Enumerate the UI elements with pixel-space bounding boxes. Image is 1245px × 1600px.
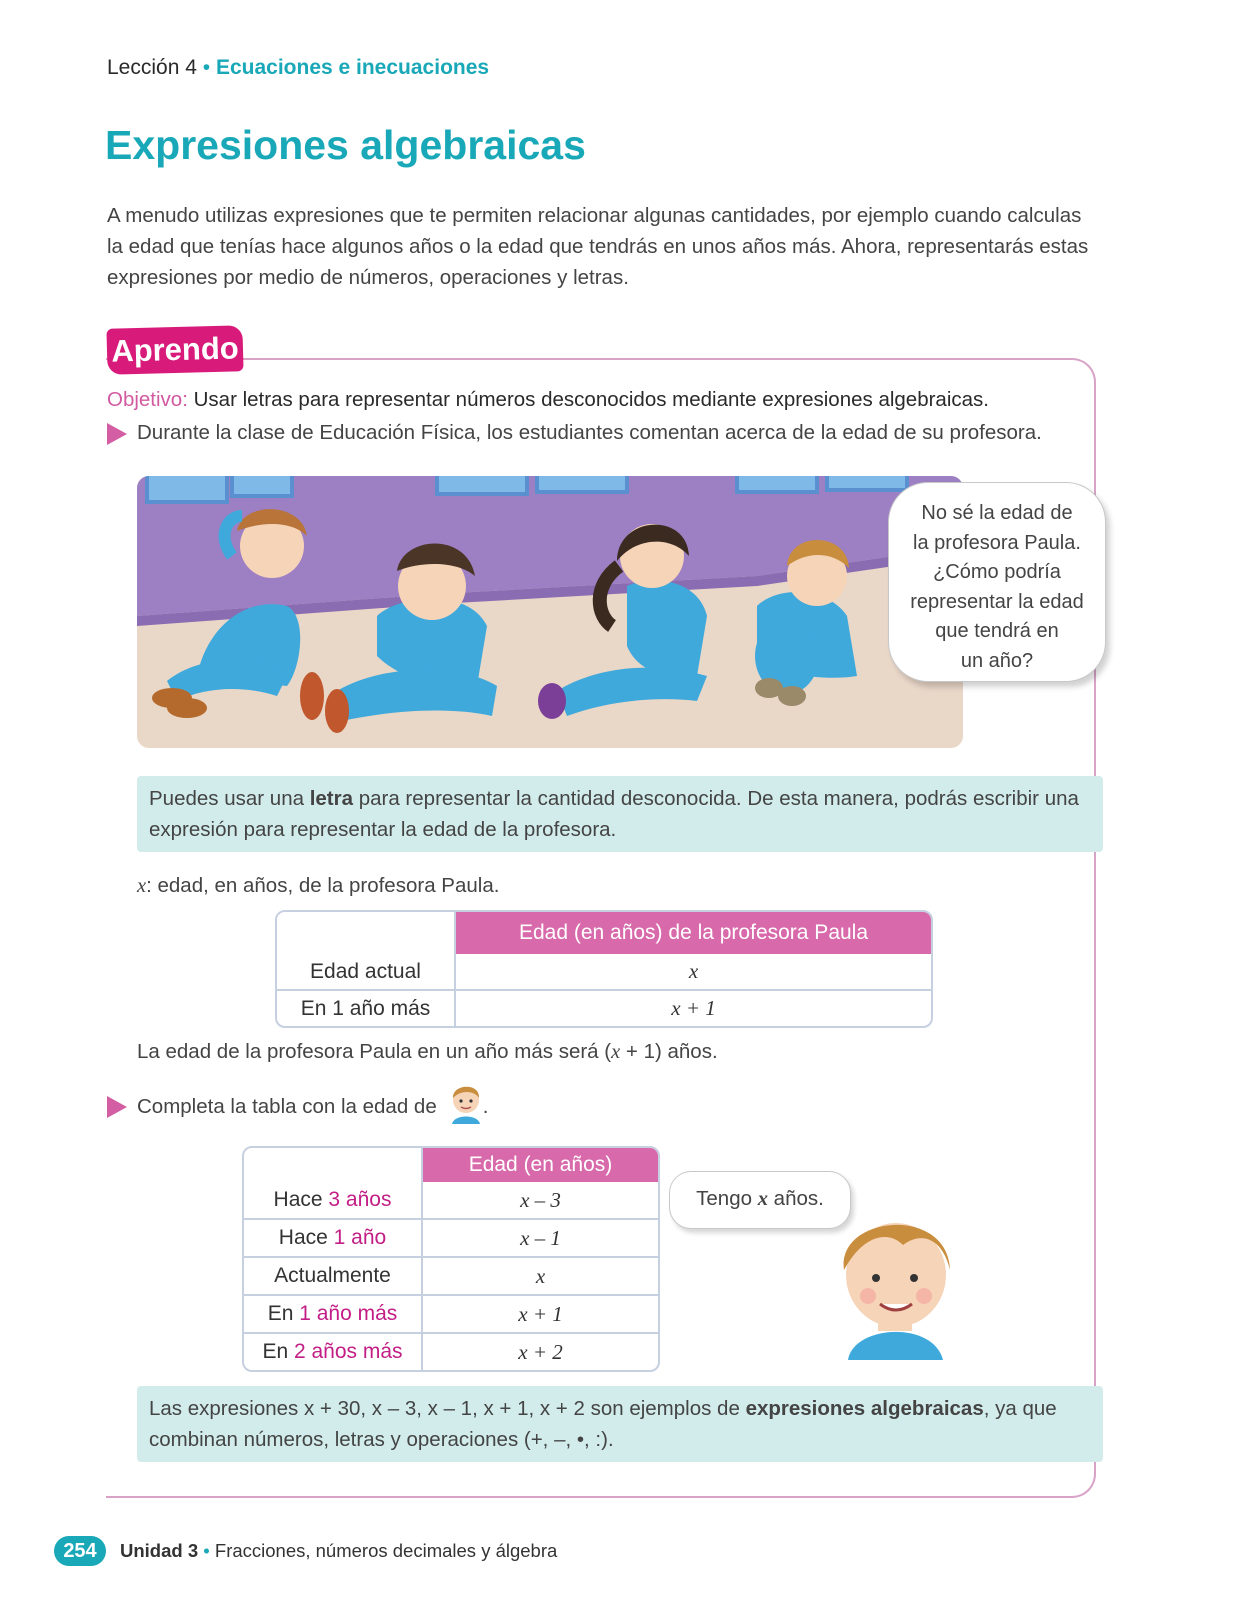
row-label: Actualmente [244,1256,423,1294]
conclusion [137,1040,718,1064]
info1-bold: letra [309,787,354,810]
row-label: En 2 años más [244,1332,423,1370]
table-row [277,954,931,989]
info1-text: Puedes usar una [149,787,310,810]
statement-2 [137,1095,488,1119]
boy-face-icon [446,1078,486,1126]
conclusion-var: x [611,1041,621,1063]
row-label: Hace 3 años [244,1182,423,1218]
table-header: Edad (en años) [423,1148,658,1182]
footer-subject: Fracciones, números decimales y álgebra [214,1540,558,1561]
conclusion-text-end: + 1) años. [620,1040,718,1063]
table-row [244,1182,658,1218]
statement-2-text: Completa la tabla con la edad de [137,1095,437,1118]
bubble1-line: ¿Cómo podría [933,561,1061,583]
info-box-1 [137,776,1103,852]
objective [107,388,989,412]
aprendo-badge: Aprendo [106,325,243,375]
age-completion-table [242,1146,660,1372]
row-value: x – 3 [520,1187,561,1212]
lesson-topic: Ecuaciones e inecuaciones [215,56,490,79]
table-header: Edad (en años) de la profesora Paula [456,912,931,954]
objective-label: Objetivo: [107,388,188,411]
footer-separator: • [203,1540,210,1561]
page-number: 254 [63,1540,97,1562]
bubble1-line: un año? [960,649,1034,672]
speech-bubble-1 [888,482,1106,682]
bubble1-line: representar la edad [910,590,1084,613]
info2-bold: expresiones algebraicas [745,1397,984,1420]
footer-unit-name: Unidad 3 [120,1540,199,1561]
bullet-triangle-icon [107,423,127,445]
intro-paragraph: A menudo utilizas expresiones que te permiten relacionar algunas cantidades, por ejemplo cuando calculas la edad que tenías hace algunos años o la edad que tendrás en unos años más. Ahora, representarás estas expresiones por medio de números, operaciones y letras. [107,204,1089,289]
table-row [244,1332,658,1370]
lesson-number: Lección 4 [107,56,197,79]
info2-text-end: , ya que combinan números, letras y operaciones (+, –, •, :). [149,1397,1057,1451]
statement-2-end: . [482,1095,489,1118]
row-label: En 1 año más [244,1294,423,1332]
conclusion-text: La edad de la profesora Paula en un año más será ( [137,1040,612,1063]
table-corner [244,1148,423,1182]
boy-illustration [808,1200,978,1360]
page-title: Expresiones algebraicas [105,122,586,168]
statement-1: Durante la clase de Educación Física, los estudiantes comentan acerca de la edad de su profesora. [137,421,1042,444]
info1-text-end: para representar la cantidad desconocida. De esta manera, podrás escribir una expresión para representar la edad de la profesora. [149,787,1079,841]
row-value: x [688,959,699,983]
bullet-triangle-icon [107,1096,127,1118]
row-label: Edad actual [277,954,456,989]
row-label: En 1 año más [277,989,456,1026]
footer-unit [120,1540,557,1562]
objective-text: Usar letras para representar números desconocidos mediante expresiones algebraicas. [193,388,989,411]
row-value: x [423,1256,658,1294]
info-box-2 [137,1386,1103,1462]
table-corner [277,912,456,954]
row-value: x – 1 [423,1218,658,1256]
table-row [244,1218,658,1256]
table-row [244,1294,658,1332]
pe-class-illustration [137,476,963,748]
table-row [244,1256,658,1294]
teacher-age-table [275,910,933,1028]
header-separator: • [202,56,211,79]
variable-x: x [137,875,147,897]
row-value: x + 1 [456,989,931,1026]
variable-definition-text: : edad, en años, de la profesora Paula. [146,874,500,897]
info2-text: Las expresiones x + 30, x – 3, x – 1, x + 1, x + 2 son ejemplos de [149,1397,746,1420]
table-row [277,989,931,1026]
row-value: x + 2 [423,1332,658,1370]
variable-definition [137,874,499,898]
row-value: x + 1 [423,1294,658,1332]
row-label: Hace 1 año [244,1218,423,1256]
bubble1-line: la profesora Paula. [913,531,1081,554]
speech-bubble-2: Tengo x años. [669,1171,851,1229]
bubble1-line: que tendrá en [935,620,1059,642]
lesson-header [107,56,489,80]
bubble1-line: No sé la edad de [921,502,1073,524]
